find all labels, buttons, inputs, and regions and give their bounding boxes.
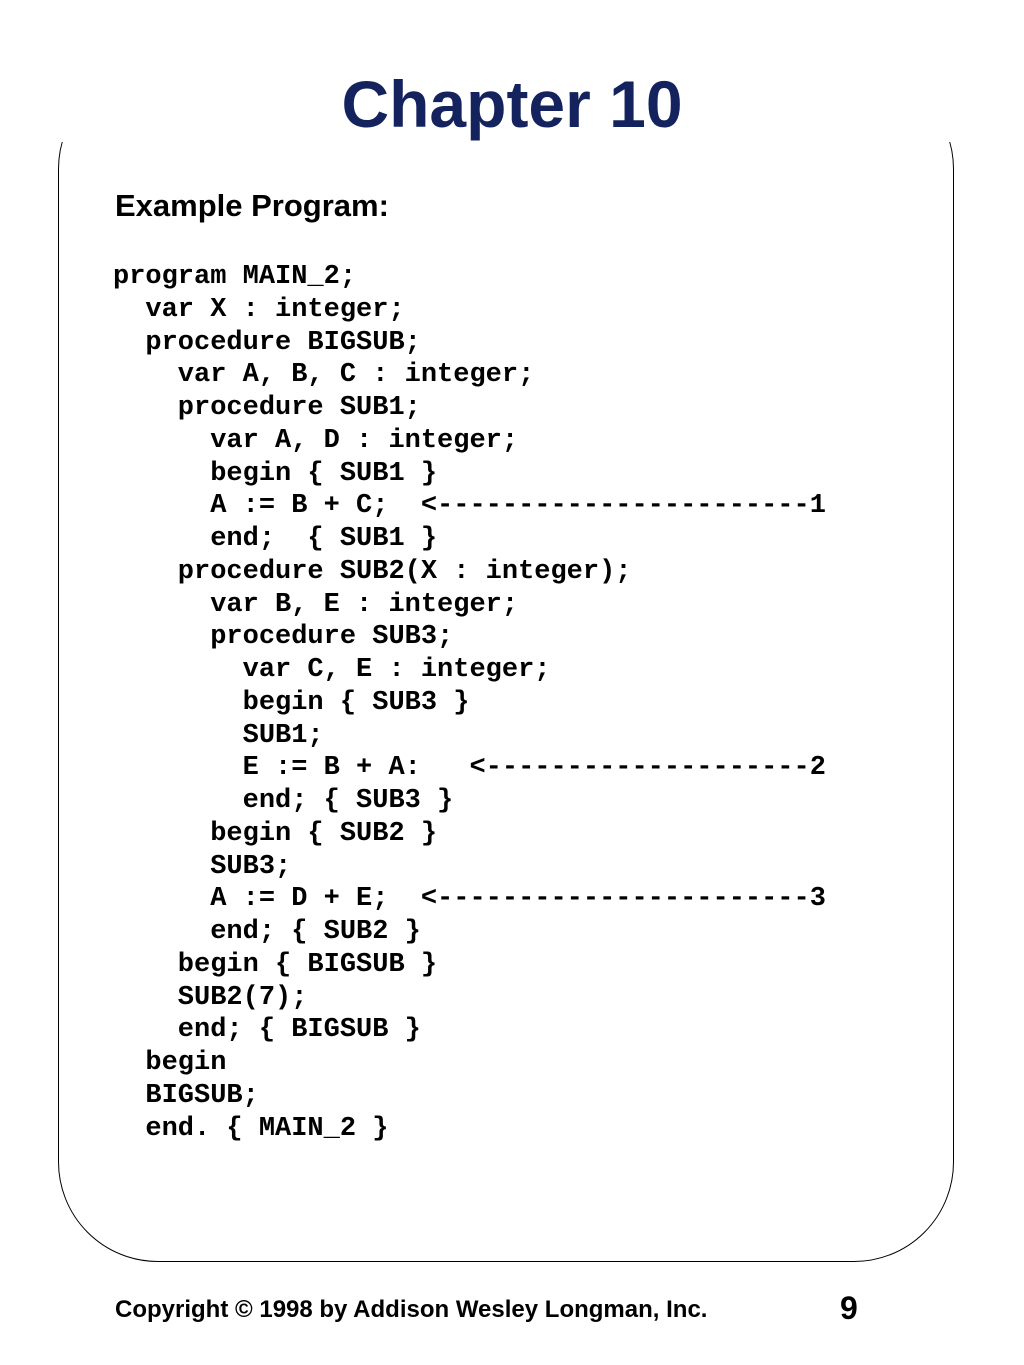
code-line: begin { SUB2 }: [113, 818, 438, 849]
code-line: var X : integer;: [113, 294, 405, 325]
code-line: SUB2(7);: [113, 982, 308, 1013]
code-line: begin { SUB3 }: [113, 687, 470, 718]
code-line: procedure BIGSUB;: [113, 327, 421, 358]
code-line: SUB3;: [113, 851, 292, 882]
code-line-marker-3: A := D + E; <-----------------------3: [113, 884, 826, 915]
code-line: end. { MAIN_2 }: [113, 1113, 389, 1144]
slide-title: [0, 66, 1024, 142]
code-line: procedure SUB2(X : integer);: [113, 556, 632, 587]
code-line: begin { SUB1 }: [113, 458, 438, 489]
code-line: BIGSUB;: [113, 1080, 259, 1111]
page-number: 9: [840, 1290, 858, 1326]
code-line: procedure SUB1;: [113, 393, 421, 423]
code-line: begin { BIGSUB }: [113, 949, 438, 980]
code-line: var A, D : integer;: [113, 425, 519, 456]
copyright-notice: Copyright © 1998 by Addison Wesley Longman, Inc.: [115, 1296, 708, 1323]
slide-title-text: Chapter 10: [335, 67, 688, 141]
code-line: end; { BIGSUB }: [113, 1015, 421, 1046]
code-line-marker-1: A := B + C; <-----------------------1: [113, 491, 826, 522]
code-line: end; { SUB2 }: [113, 917, 421, 947]
code-line: end; { SUB3 }: [113, 786, 454, 816]
code-line: end; { SUB1 }: [113, 524, 438, 554]
code-listing: [113, 261, 826, 1145]
code-line: SUB1;: [113, 720, 324, 751]
code-line: begin: [113, 1048, 227, 1078]
code-line: var B, E : integer;: [113, 589, 519, 620]
code-line: program MAIN_2;: [113, 262, 357, 292]
code-line-marker-2: E := B + A: <--------------------2: [113, 753, 826, 784]
code-line: procedure SUB3;: [113, 622, 454, 653]
slide-subtitle: Example Program:: [115, 188, 389, 223]
code-line: var A, B, C : integer;: [113, 360, 535, 391]
code-line: var C, E : integer;: [113, 655, 551, 685]
